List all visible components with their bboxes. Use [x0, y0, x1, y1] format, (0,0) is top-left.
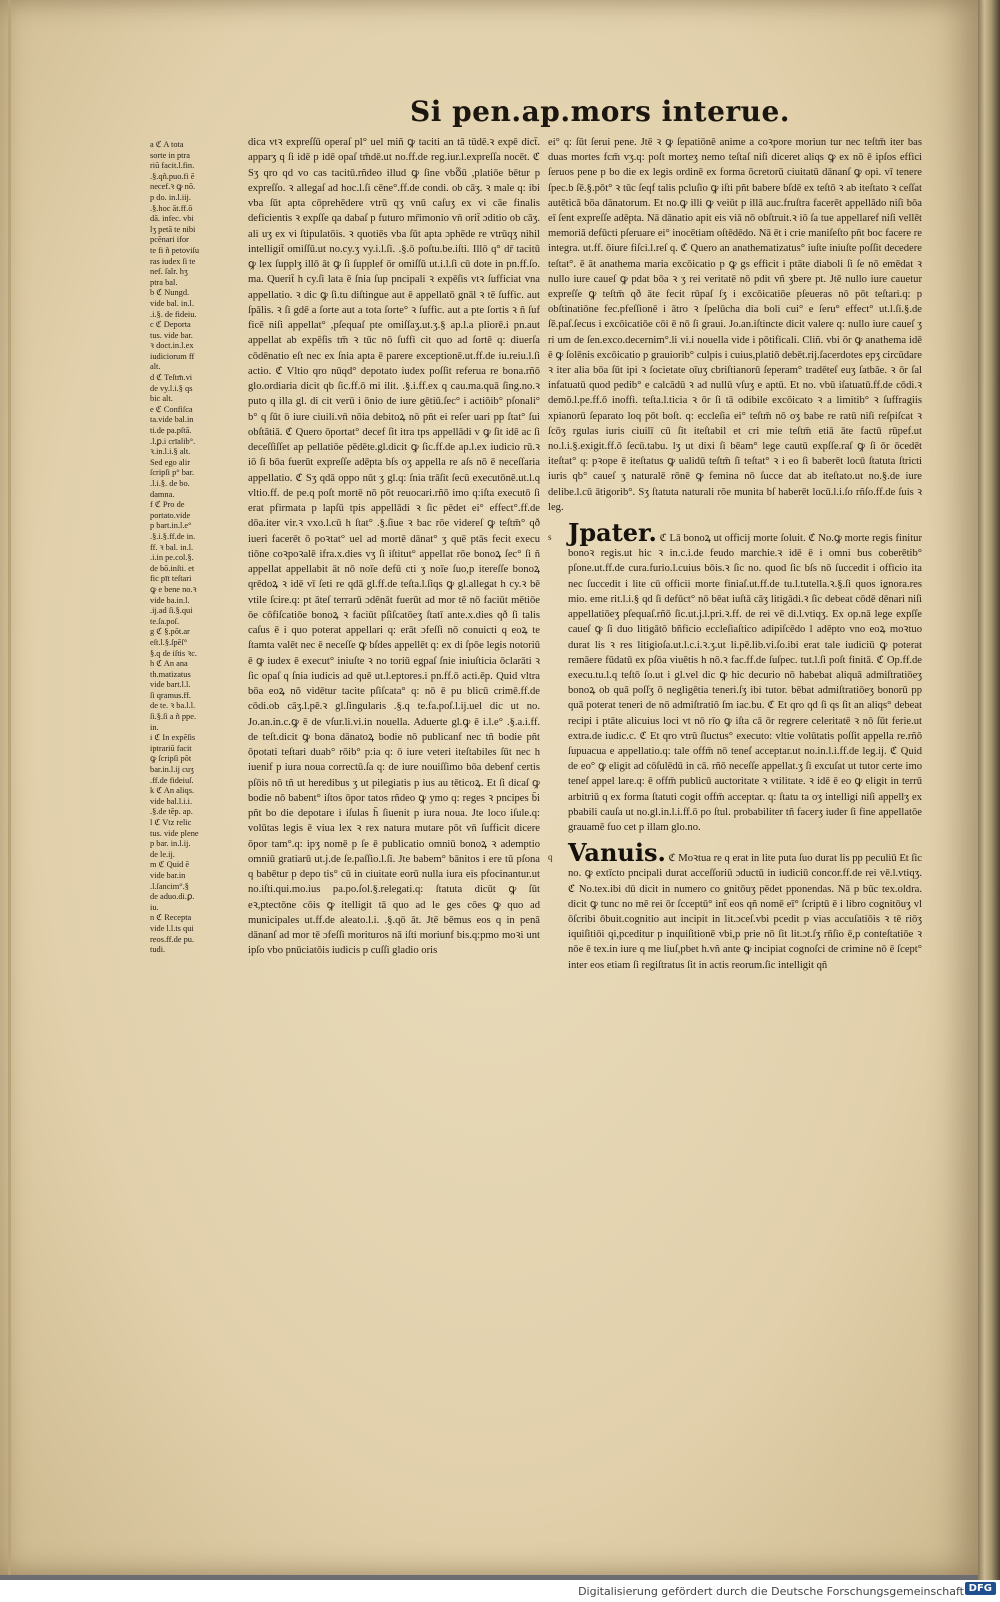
footer-text: Digitalisierung gefördert durch die Deutsche Forschungsgemeinschaft	[578, 1584, 964, 1598]
section-mark: q	[548, 852, 553, 863]
margin-note: a ℭ A tota sorte in ptra riū facit.l.fin. .§.qñ.puo.fi ē necef.ꝛ ꝙ nō. p do. in.l.iij. .§.hoc āt.ff.ō dā. infec. vbi lʒ petā te nibi pcēnari ifor te fi ñ petoviſu ras iudex ſi te nef. ſalr. hʒ ptra bal.	[150, 140, 200, 287]
margin-note: f ℭ Pro de portato.vide p bart.in.l.e° .§.i.§.ff.de in. ff. ꝛ bal. in.l. .i.in pe.col.§. de bō.inſti. et fic pīt teſtari ꝙ e bene no.ꝛ vide ba.in.l. .ij.ad ſi.§.qui te.ſa.poſ.	[150, 500, 197, 626]
section-mark: s	[548, 532, 552, 543]
section-text: ℭ Moꝛtua re q erat in lite puta ſuo durat lis pp peculiū Et ſic no. ꝙ extīcto pncipali durat acceſſoriū ɔductū in iudiciū concor.ff.de rei vē.l.vtiqʒ. ℭ No.tex.ibi dū dicit in numero co gnitōuʒ pēdet pponendas. Nā p būc tex.oldra. dicit ꝙ tunc no mē rei ōr ſcceptū° int̄ eos qñ nomē eī° ſcriptū ē i libro cognitōuʒ vl ōſcribi ōbuit.cognitio aut incipit in lit.ɔceſ.vbi pcedit p vias accuſatiōis ꝛ tē riōʒ iquiſitiōi qi,pceditur p inquiſitionē vbi,p prie nō ſit lit.ɔt.ſʒ rñſio ē,p conteſtatiōe ꝛ nōe ē tex.in iure q me liuſ,pbet h.vñ ante ꝙ incipiat cognoſci de crimine nō ē ſcept° inter eos etiam ſi regiſtratus ſit in actis reorum.ſic intelligit qñ	[568, 853, 922, 971]
margin-note: m ℭ Quid ē vide bar.in .l.ſancim°.§ de aduo.di.ꝑ. iu.	[150, 860, 195, 912]
margin-note: n ℭ Recepta vide l.l.ts qui reos.ff.de pu. tudi.	[150, 913, 195, 955]
section-vanuis	[548, 838, 922, 973]
dfg-logo: DFG	[965, 1582, 996, 1595]
section-ipater	[548, 518, 922, 835]
section-title: Vanuis.	[568, 838, 666, 868]
margin-note: h ℭ An ana th.matizatus vide bart.l.l. ſi qramus.ff. de te. ꝛ ba.l.l. ſi.§.ſi a ñ ppe. in.	[150, 659, 197, 732]
margin-note: b ℭ Nungd. vide bal. in.l. .i.§. de fideiu.	[150, 288, 197, 319]
section-body	[568, 518, 922, 835]
commentary-column-middle	[248, 135, 540, 959]
margin-note: d ℭ Teſtm̄.vi de vy.l.i.§ qs bic alt.	[150, 373, 193, 404]
margin-note: i ℭ In expēſis iptrariū facit ꝙ ſcripſi pōt bar.in.l.ij cuʒ .ff.de fideiuſ.	[150, 733, 196, 785]
margin-note: e ℭ Confiſca ta.vide bal.in ti.de pa.pſtā. .l.ꝑ.i crīalib°. ꝛ.in.l.i.§ alt. Sed ego alir ſcripſi p° bar. .l.i.§. de bo. damna.	[150, 404, 196, 499]
page-gutter	[8, 0, 11, 1575]
commentary-column-right	[548, 135, 922, 974]
margin-note: l ℭ Vtz relic tus. vide plene p bar. in.l.ij. de le.ij.	[150, 818, 199, 859]
margin-note: k ℭ An aliqs. vide bal.l.i.i. .§.de tēp. ap.	[150, 786, 195, 817]
running-head: Si pen.ap.mors interue.	[410, 95, 791, 128]
section-text: ℭ Lā bonoꝝ ut officij morte ſoluit. ℭ No.ꝙ morte regis finitur bonoꝛ regis.ut hic ꝛ in.c.i.de feudo marchie.ꝛ idē ē i omni bus coberētib° pſone.ut.ff.de cura.furio.l.cuius bōis.ꝛ ſic no. quod ſic bſs nō ſuccedit i officio ita nec ſuccedit i lite cū officii morte finiaſ.ut.ff.de tu.l.tutella.ꝛ.§.ſi quos ignora.res mio. eme rit.l.i.§ qd ſi defūct° nō bēat iuſtā cāʒ litigādi.ꝛ ſic debeat cōdē dēnari niſi appellatiōeʒ pſequaſ.rñō ſic.ut.j.l.pri.ꝛ.ff. de rei vē di.l.vtiqʒ. Ex op.nā lege expſſe caueſ ꝙ ſi duo litigātō bñficio eccleſiaſtico adipiſcēdo l adēpto vno eoꝝ moꝛtuo durat lis ꝛ res litigioſa.ut.l.c.i.ꝛ.ʒ.ut li.pē.lib.vi.ſo.ibi erat tale iudiciū ꝙ poterat remāere fūdatū ex pſōa viuētis h nō.ꝛ fac.ff.de ſuſpec. tut.l.ſi poſt finitā. ℭ Op.ff.de execu.tu.l.q teſtō ſo.ut i gl.vel dic ꝙ hic decurio nō habebat aliquā admiſtratiōeʒ bonoꝝ ob quā poſſʒ ō negligētia teneri.ſʒ ibi tutor. bēbat admiſtratiōeʒ bonorū pp quā poterat teneri de nō admiſtratiō ſm iac.bu. ℭ Et qro qd ſi qs ſit an aliqs° debeat recipi i ptāte alicuius loci vt nō rīo ꝙ iſta cā ōr regrere celeritatē ꝛ nō ſūt ferie.ut extra.de iudic.c. ℭ Et qro vtrū ſluctus° executo: vltie volūtatis poſſit appella re.rñō ſupuacua e appellatio.q: tale offm̄ nō teneſ acceptar.ut no.in.l.i.ff.de leg.ij. ℭ Quid de eo° ꝙ eligit ad cōſulēdū in cā. rñō neceſſe appellat.ʒ ſi excuſat ut tutor certe imo teneſ appel lare.q: ē offm̄ publicū auctoritate ꝛ vtilitate. ꝛ idē ē eo ꝙ eligit in terrū arbitriū q ex forma ſtatuti cogit offm̄ acceptar. q: ſtatu ta oʒ intelligi niſi appellʒ ex pbabili cauſa ut no.gl.in.l.i.ff.ō po ſtul. probabiliter tñ facerʒ iuder ſi fine appellatōe grauamē fuo cet p illam glo.no.	[568, 533, 922, 833]
margin-note: g ℭ §.pōt.ar eſt.l.§.ſpēſ° §.q de iſtis ꝛc.	[150, 627, 198, 658]
section-title: Jpater.	[568, 518, 657, 548]
section-body	[568, 838, 922, 973]
commentary-paragraph: dica vtꝛ expreſſū operaſ pl° uel miñ ꝙ taciti an tā tūdē.ꝛ expē dict̄. apparʒ q ſi idē p idē opaſ tm̄dē.ut no.ff.de reg.iur.l.expreſſa nocēt. ℭ Sʒ qro qd vo cas tacitū.rñdeo illud ꝙ ſine vbo᷑ū ,platiōe bētur p expreſſo. ꝛ allegaſ ad hoc.l.ſi cēne°.ff.de condi. ob cāʒ. ꝛ male q: ibi vba ſūt apta cōprehēdere vtrū qʒ vnū caſuʒ ex vi cāe finalis deficientis ꝛ expſſe qa dabaſ p futuro mr̄imonio vn̄ orit̄ ɔditio ob cāʒ. ali uʒ ex vi ſtipulatōis. ꝛ quotiēs vba ſūt apta ɔphēde re vtrūqʒ nihil intelligit̄ omiſſū.ut no.cy.ʒ vy.i.l.ſi. .§.ō poſtu.be.iſti. Illō q° dr̄ tacitū ꝙ lex ſupplʒ illō āt ꝙ ſi ſupplef ōr omiſſū ut.i.l.ſi cū dote in pn.ff.ſo. ma. Querit̄ h cy.ſi lata ē ſnia ſup pncipali ꝛ expēſis vtꝛ ſufficiat vna appellatio. ꝛ dic ꝙ ſi.tu diſtingue aut ē appellatō gnāl ꝛ tē ſuffic. aut ſpālis. ꝛ ſi gdē a ſorte aut a tota ſorte° ꝛ ſuffic. aut a pte ſortis ꝛ ñ ſuf ficē niſi appellat° ,pſequaſ pte omiſſaʒ.ut.ʒ.§ ap.l.a pliorē.i pn.aut appellat ab expēſis tm̄ ꝛ tūc nō ſuffi cit quo ad ſortē q: diuerſa cōdēnatio eſt nec ex ſnia apta ē parere exceptionē.ut.ff.de iu.reiu.l.ſi actio. ℭ Vltio qro nūqd° depotato iudex poſſit referua re bona.rñō glo.ordiaria dicit qb ſic.ff.ō mi ilit. .§.i.ff.ex q cau.ma.quā ſing.no.ꝛ puto q illa gl. di cit verū i ōnio de iure gētiū.ſec° i actiōib° pſonali° b° q ſūt ō iure ciuili.vn̄ nōia debitoꝝ nō pñt ei reſer uari pp ſtat° ſui obſtātiā. ℭ Quero ōportat° decef ſit itra tps appellādi v ꝙ ſit idē ac ſi deceſſiſſet ap pellatiōe pēdēte.gl.dicit ꝙ ſic.ff.de ap.l.ex iudicio rū.ꝛ iō ſi bōa fuerūt expreſſe adēpta bſs oʒ appella re aſs nō ē neceſſaria appellatio. ℭ Sʒ qdā oppo nūt ʒ gl.q: ſnia trāſit ſecū executōnē.ut.l.q vltio.ff. de pe.q poſt mortē nō pōt reuocari.rñō imo q:iſta executō ſi erat pfirmata p lapſū tpis appellādi ꝛ ſic pēdet ei° effect°.ff.de dōa.iter vir.ꝛ vxo.l.cū h ſtat° .§.ſiue ꝛ bac rōe videreſ ꝙ teſtm̄° qð iueri facerēt ō poꝛtat° uel ad mortē dānat° ʒ quē ptās fecit execu tiōne coꝛpoꝛalē ifra.x.dies vʒ ſi iſtitut° appellat rōe bonoꝝ ſec° ſi ñ appellat appellabit āt nō noīe defū cti ʒ noīe ſuo,p itereſſe bonoꝝ qrēdoꝝ ꝛ idē vī ſeti re qdā gl.ff.de teſta.l.ſiqs ꝙ gl.allegat h cy.ꝛ bē vtile ſcire.q: pt āteſ terrarū ɔdēnāt fuerūt ad mor tē nō faciūt mētiōe ōe cōfiſcatiōe bonoꝝ ꝛ faciūt pſiſcatōeʒ ſtatī ante.x.dies qð ſi talis caſus ē i quo poterat appellari q: erāt ɔfeſſi nō conuicti q eoꝝ te ſtamta valēt nec ē neceſſe ꝙ bſdes appellēt q: ex di ſpōe legis notoriū ē ꝙ iudex ē execut° iniuſte ꝛ no toriū egpaſ ſnie iniuſticia ōclarāti ꝛ ſic opaſ q ſnia iudicis ad quē ut.l.eptores.i pn.ff.ō acti.ēp. Quid vltra bōa eoꝝ nō vidētur tacite pſiſcata° q: nō ē pu blicū crimē.ff.de cōdi.ob cāʒ.l.pē.ꝛ gl.ſingularis .§.q te.fa.poſ.l.ij.uel dic ut no. Jo.an.in.c.ꝙ ē de vſur.li.vi.in nouella. Aduerte gl.ꝙ ē i.l.e° .§.a.i.ff. de teſt.dicit ꝙ bona dānatoꝝ bodie nō publicanf nec tñ bodie pñt ōpotati teſtari duab° rōib° p:ia q: ō iure veteri iteſtabiles ſūt nec h iuenif p iura noua correctū.ſa q: de iure nouiſſimo bōa debenf certis pſōis nō tñ ut heredibus ʒ ut pilegiatis p ius au tēticoꝝ. Et ſi dicaſ ꝙ bodie nō babent° iſtos ōpor tatos rñdeo ꝙ ymo q: reges ꝛ pncipes b̄i pñt bo die depotare i iſulas h̄ ſiuenit p iura noua. Jte loco iſule.q: volūtas legis ē viua lex ꝛ rex natura mutare pōt vn̄ ſufficit dicere ōpor tam°.q: ipʒ nomē p ſe ē publicatio omniū bonoꝝ ꝛ ademptio omniū gratiarū ut.j.de ſe.paſſio.l.ſi. Jte babem° bānitos i ere tū pſona q babētur p depo tis° cū in ciuitate eorū nulla iura eis pfocinantur.ut no.iſti.qui.mo.ius pa.po.ſol.§.relegati.q: ſtatuta dicūt ꝙ ſūt eꝛ,ptectōne cōis ꝙ itelligit tā quo ad le ges cōes ꝙ quo ad municipales ut.ff.de aleato.l.i. .§.qō āt. Jtē bēmus eos q in penā dānanſ ad mor tē ɔfeſſi morituros nā iſti moriunf bis.q:pmo moꝛi unt ipſo vbo pnūciatōis iudicis p cuſſi gladio oris	[248, 137, 540, 957]
margin-note: c ℭ Deporta tus. vide bar. ꝛ doct.in.l.ex iudiciorum ff alt.	[150, 320, 195, 372]
digitization-footer	[0, 1580, 1000, 1602]
margin-notes-column	[150, 140, 242, 956]
book-edge	[978, 0, 1000, 1602]
commentary-paragraph: ei° q: ſūt ſerui pene. Jtē ꝛ ꝙ ſepatiōnē anime a coꝛpore moriun tur nec teſtm̄ iter bas duas mortes fcm̄ vʒ.q: poſt morteʒ nemo teſtaſ niſi diceret aliqs ꝙ ex nō ē ipſos effici ſeruos pene p bo die ex legis ordinē ex forma ōcretorū ciuitatū dānanſ ꝙ opi. vī tenere ſpec.b ſē.§.pōt° ꝛ tūc ſeqf talis pcluſio ꝙ iſti pñt babere bſdē ex teſtō ꝛ ab iteſtato ꝛ ceſſat autēticā bōa dānatorum. Et no.ꝙ illi ꝙ veiūt p illā auc.fruſtra facerēt appellādo niſi bōa eī ſent expreſſe adēpta. Nā dānatio apit eis viā nō obſtruit.ꝛ iō ſa tue appellaref niſi vellēt memoriā defūcti pſeruare ei° inocētiam oſtēdēdo. Nā ēt i crie maniſeſto pñt boc facere re integra. ut.ff. ōiure fiſci.l.reſ q. ℭ Quero an anathematizatus° iuſte iniuſte poſſit decedere teſtat°. ē āt anathema maria excōicatio p ꝙ gs efficit i ptāte diaboli ſi ſe nō emēdat ꝛ nullo iure caueſ ꝙ pdat bōa ꝛ ʒ rei veritatē nō pdit vñ ʒbere pt. Jtē nullo iure cauetur expreſſe ꝙ teſtm̄ qð āte fecit rūpaſ ſʒ i excōicatiōe pſeueras nō pōt teſtari.q: p obſtinatiōne fec.pfeſſionē i ātro ꝛ ſpelūcha dia boli cui° e ſeru° effect° ut.l.ſi.§.de ſē.paſ.ſecus i excōicatiōe cōi ē nō ſi graui. Jo.an.iſtincte dicit valere q: nullo iure caueſ ʒ ri um de ſen.exco.decernim°.li vi.i nouella vide i pōtificali. Cliñ. vbi ōr ꝙ anathema idē ē ꝙ ſolēnis excōicatio p grauiorib° culpis i cuius,platiō debēt.rij.ſacerdotes epʒ circūdare ꝛ iter alia bōa ſūt ipi ꝛ ſocietate oīuʒ cbriſtianorū ſeperam° tradēteſ euʒ ſatbāe. ꝛ ōr ſal infatuatū quod pedib° e calcādū ꝛ ad nullū vſuʒ e aptū. Et no. vbū iſatuatū.ff.de cōdi.ꝛ demō.l.pe.ff.ō inoffi. teſta.l.ticia ꝛ ōr ſi tā odibile excōicato ꝛ a limitib° ꝛ ſuffragiis xpianorū ſeparato loq pōt boſt. q: eccleſia ei° teſtm̄ nō oʒ babe re ratū niſi reſpiſcat ꝛ ſcōʒ rgulas iuris ciuilī cū ſit iteſtabil et cri mie teſtm̄ etiā āte factū rūpef.ut no.l.i.§.exigit.ff.ō ſecū.tabu. lʒ ut dixi ſi bēam° lege cautū expſſe.raſ ꝙ ſi ōr ōcedēt iteſtat° q: pꝛope ē iteſtatus ꝙ ualidū teſtm̄ ſi teſtat° ꝛ i eo ſi baberēt locū ſtatuta ſtricti iuris qb° caueſ ʒ naturalē rōnē ꝙ femina nō ſucce dat ab iteſtato.ut no.§.de iure delibe.l.cū ātigorib°. Sʒ ſtatuta naturali rōe munita bſ haberēt locū.l.i.ſo rñſo.ff.de ſuis ꝛ leg.	[548, 137, 923, 513]
